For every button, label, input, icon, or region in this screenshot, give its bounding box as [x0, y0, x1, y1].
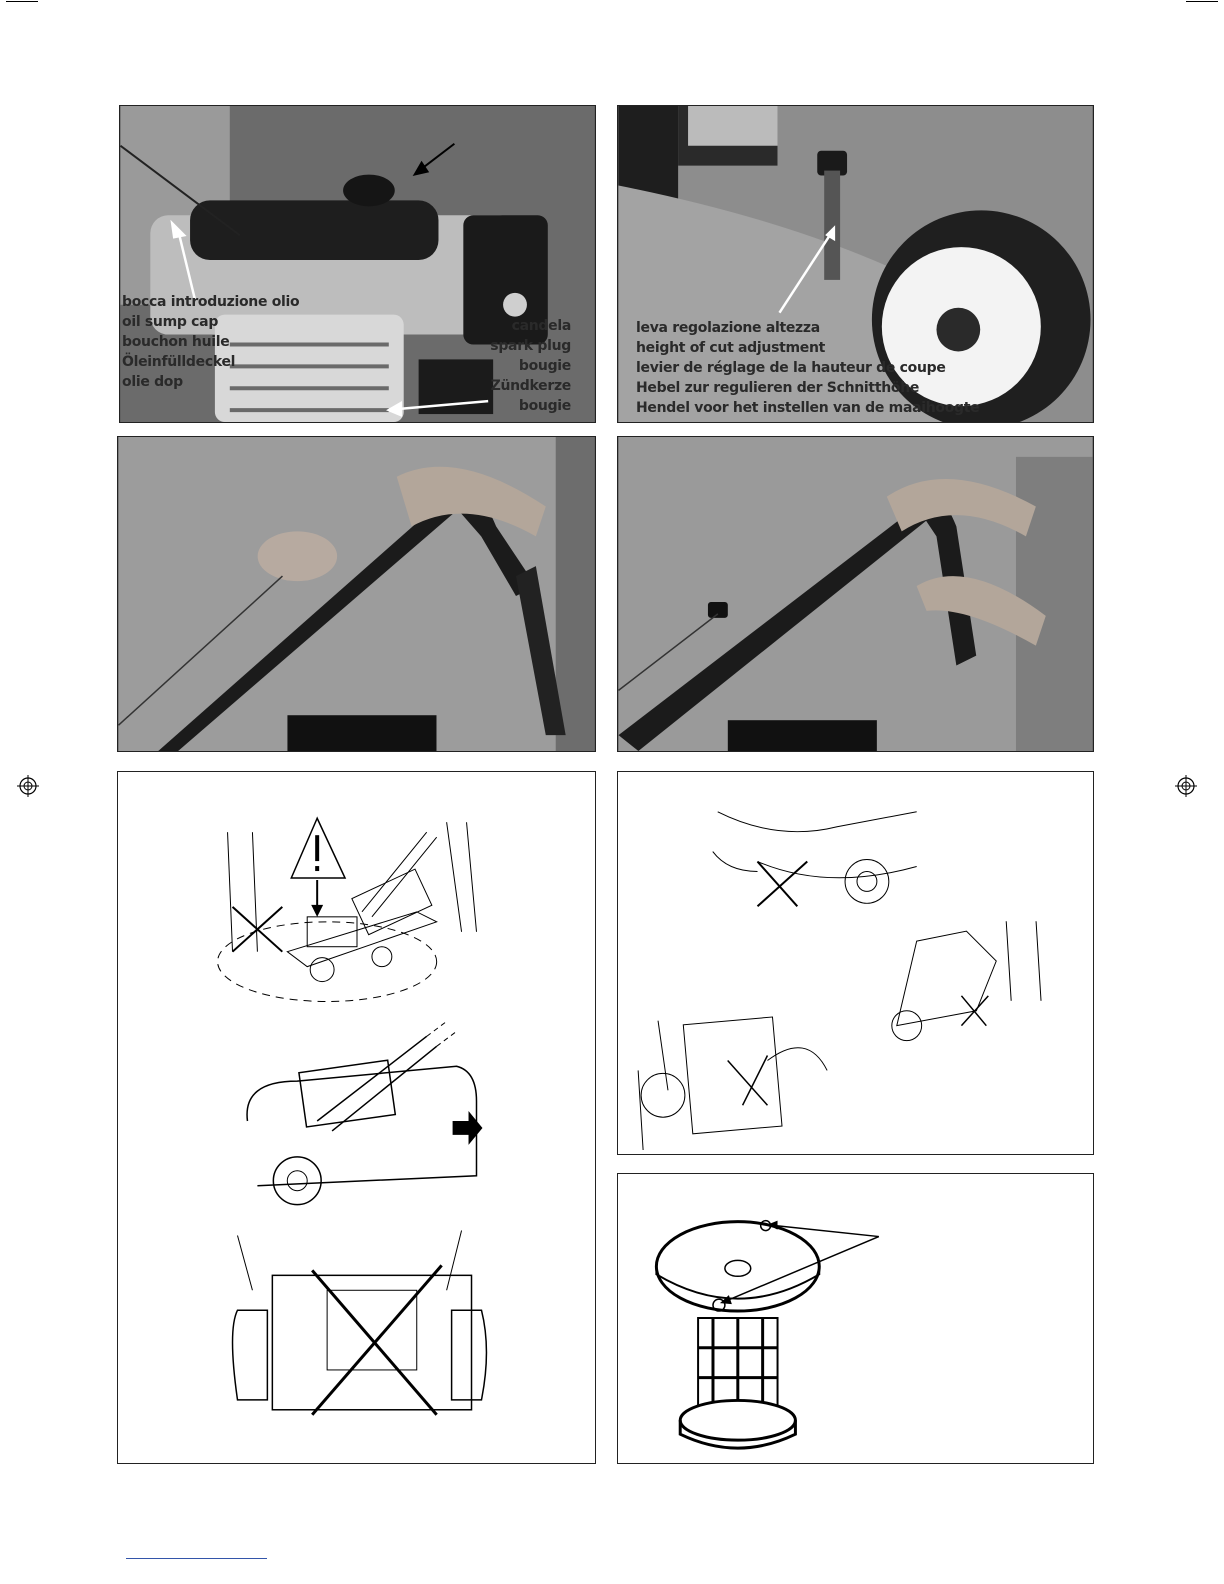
- warning-triangle-icon: [291, 818, 345, 878]
- plug-label-en: spark plug: [490, 338, 571, 354]
- cut-label-it: leva regolazione altezza: [636, 320, 820, 336]
- oil-label-nl: olie dop: [122, 374, 183, 390]
- plug-label-nl: bougie: [518, 398, 571, 414]
- plug-label-it: candela: [511, 318, 571, 334]
- engine-photo-panel: [119, 105, 596, 423]
- spark-plug-labels: [490, 316, 571, 416]
- safety-drawings-panel: [117, 771, 596, 1464]
- cut-label-de: Hebel zur regulieren der Schnitthöhe: [636, 380, 920, 396]
- footer-rule: [126, 1558, 267, 1559]
- oil-label-de: Öleinfülldeckel: [122, 354, 236, 370]
- start-pull-photo: [118, 437, 595, 751]
- oil-cap-labels: [122, 292, 299, 392]
- height-adjust-photo-panel: [617, 105, 1094, 423]
- filter-drawing-panel: [617, 1173, 1094, 1464]
- oil-label-en: oil sump cap: [122, 314, 219, 330]
- registration-mark-left: [17, 775, 39, 797]
- plug-label-de: Zündkerze: [490, 378, 571, 394]
- cut-label-en: height of cut adjustment: [636, 340, 826, 356]
- plug-label-fr: bougie: [518, 358, 571, 374]
- start-pull-photo-panel: [117, 436, 596, 752]
- crop-mark-top-right: [1186, 1, 1218, 2]
- oil-label-it: bocca introduzione olio: [122, 294, 300, 310]
- registration-mark-right: [1175, 775, 1197, 797]
- safety-drawings: [118, 772, 595, 1463]
- oil-label-fr: bouchon huile: [122, 334, 230, 350]
- lifting-drawings: [618, 772, 1093, 1154]
- cut-label-fr: levier de réglage de la hauteur de coupe: [636, 360, 946, 376]
- lifting-drawings-panel: [617, 771, 1094, 1155]
- height-adjust-labels: [636, 318, 979, 418]
- cut-label-nl: Hendel voor het instellen van de maaihoogte: [636, 400, 980, 416]
- hold-handle-photo: [618, 437, 1093, 751]
- hold-handle-photo-panel: [617, 436, 1094, 752]
- crop-mark-top-left: [6, 1, 38, 2]
- filter-drawing: [618, 1174, 1093, 1463]
